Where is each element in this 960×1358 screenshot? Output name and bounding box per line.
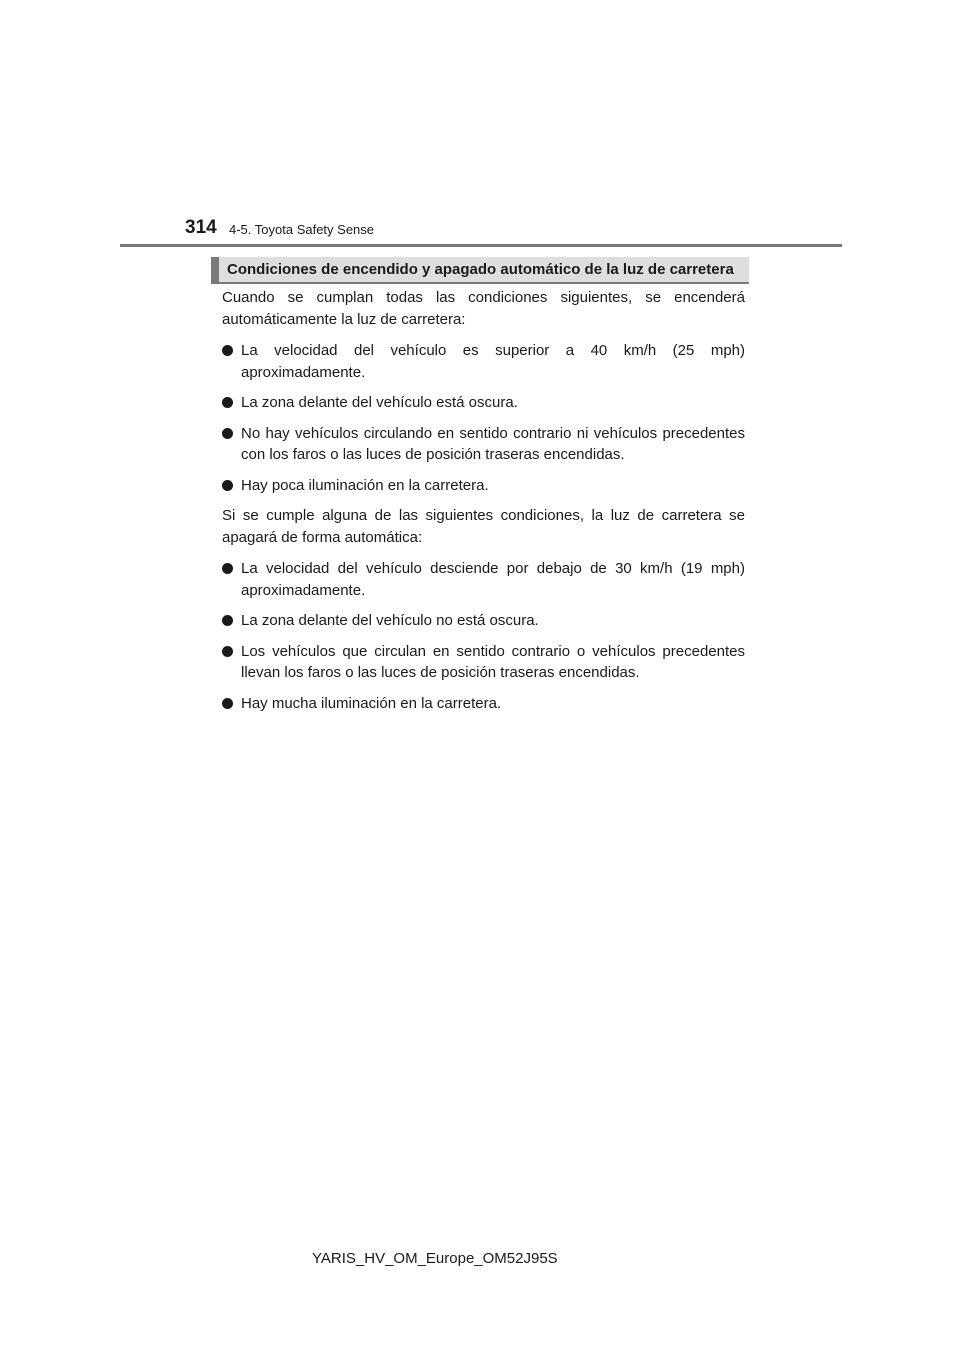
bullet-icon [222, 646, 233, 657]
list-item-text: Hay poca iluminación en la carretera. [241, 476, 489, 494]
bullet-icon [222, 428, 233, 439]
list-item-text: Los vehículos que circulan en sentido contrario o vehículos precedentes llevan los faros o las luces de posición traseras encendidas. [241, 642, 745, 681]
list-item-text: La zona delante del vehículo está oscura. [241, 394, 518, 411]
list-item-text: No hay vehículos circulando en sentido contrario ni vehículos precedentes con los faros o las luces de posición traseras encendidas. [241, 424, 745, 463]
list-item [222, 693, 745, 715]
intro-off-paragraph: Si se cumple alguna de las siguientes condiciones, la luz de carretera se apagará de forma automática: [222, 507, 745, 546]
running-head: 4-5. Toyota Safety Sense [229, 222, 375, 237]
body-content [222, 287, 745, 723]
header-divider [120, 244, 842, 247]
list-item [222, 423, 745, 466]
list-item [222, 392, 745, 414]
bullet-icon [222, 563, 233, 574]
section-heading [211, 257, 749, 284]
intro-on-paragraph: Cuando se cumplan todas las condiciones siguientes, se encenderá automáticamente la luz de carretera: [222, 289, 745, 328]
bullet-icon [222, 698, 233, 709]
bullet-icon [222, 397, 233, 408]
section-heading-text: Condiciones de encendido y apagado automático de la luz de carretera [227, 261, 734, 278]
list-item-text: Hay mucha iluminación en la carretera. [241, 694, 502, 712]
bullet-icon [222, 345, 233, 356]
list-item-text: La zona delante del vehículo no está oscura. [241, 612, 539, 629]
list-item [222, 558, 745, 601]
list-item [222, 475, 745, 497]
list-item [222, 340, 745, 383]
page-number: 314 [185, 217, 217, 238]
list-item [222, 610, 745, 632]
list-item-text: La velocidad del vehículo es superior a 40 km/h (25 mph) aproximadamente. [241, 342, 745, 381]
list-item [222, 641, 745, 684]
bullet-icon [222, 480, 233, 491]
list-item-text: La velocidad del vehículo desciende por debajo de 30 km/h (19 mph) aproximadamente. [241, 560, 745, 599]
bullet-icon [222, 615, 233, 626]
document-footer: YARIS_HV_OM_Europe_OM52J95S [312, 1250, 558, 1267]
